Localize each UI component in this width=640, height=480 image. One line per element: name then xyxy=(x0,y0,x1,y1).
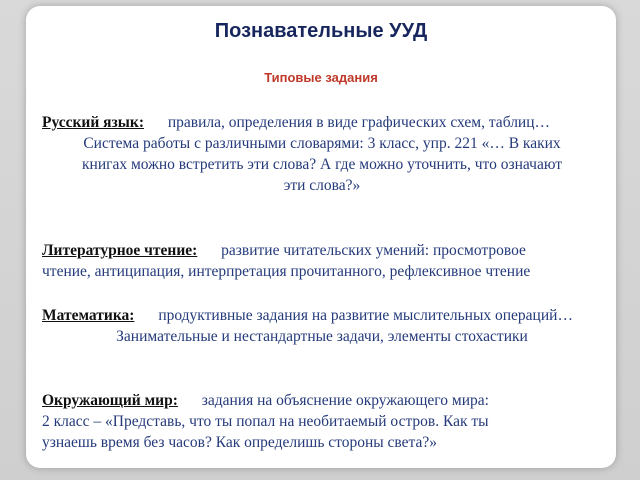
section-line-russian-3: эти слова?» xyxy=(283,177,361,194)
section-line-russian-1: Система работы с различными словарями: 3 класс, упр. 221 «… В каких xyxy=(83,135,561,152)
section-world xyxy=(42,390,602,453)
section-line-math-1: Занимательные и нестандартные задачи, элементы стохастики xyxy=(116,328,528,345)
section-label-world: Окружающий мир: xyxy=(42,392,178,409)
section-label-math: Математика: xyxy=(42,307,135,324)
section-line-world-1: 2 класс – «Представь, что ты попал на необитаемый остров. Как ты xyxy=(42,413,489,430)
section-line-literature-1: чтение, антиципация, интерпретация прочитанного, рефлексивное чтение xyxy=(42,263,531,280)
section-text-russian: правила, определения в виде графических схем, таблиц… xyxy=(167,114,551,131)
section-label-literature: Литературное чтение: xyxy=(42,242,198,259)
slide-title: Познавательные УУД xyxy=(214,20,428,42)
section-text-math: продуктивные задания на развитие мыслительных операций… xyxy=(158,307,573,324)
section-literature xyxy=(42,240,602,282)
section-russian xyxy=(42,112,602,196)
section-line-russian-2: книгах можно встретить эти слова? А где можно уточнить, что означают xyxy=(82,156,562,173)
section-label-russian: Русский язык: xyxy=(42,114,144,131)
slide-subtitle: Типовые задания xyxy=(264,70,378,85)
section-text-world: задания на объяснение окружающего мира: xyxy=(201,392,489,409)
section-line-world-2: узнаешь время без часов? Как определишь стороны света?» xyxy=(42,434,438,451)
section-math xyxy=(42,305,602,347)
slide-card xyxy=(26,6,616,468)
section-text-literature: развитие читательских умений: просмотровое xyxy=(221,242,526,259)
